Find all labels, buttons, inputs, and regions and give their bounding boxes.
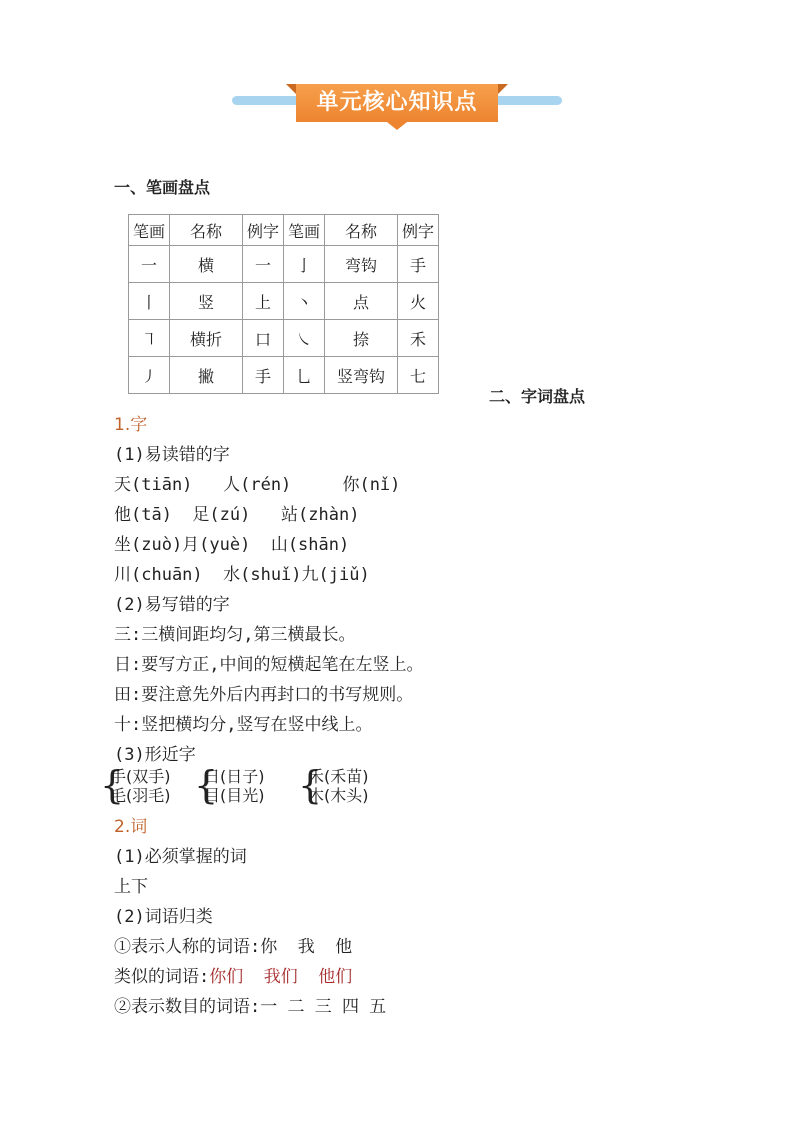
similar-pair-bottom: 毛(羽毛) [110,786,171,805]
subheading-chars: 1.字 [114,415,148,435]
similar-pair-top: 手(双手) [110,767,171,786]
table-cell: 横 [170,246,243,283]
table-cell: 乚 [284,357,325,394]
table-cell: 弯钩 [325,246,398,283]
table-cell: 一 [129,246,170,283]
subheading-easy-write: (2)易写错的字 [114,595,230,615]
subheading-words: 2.词 [114,817,148,837]
table-cell: 手 [243,357,284,394]
table-header-row [129,215,439,246]
pinyin-line: 川(chuān) 水(shuǐ)九(jiǔ) [114,565,370,585]
subheading-easy-read: (1)易读错的字 [114,445,230,465]
brace-icon: { [298,763,323,807]
table-cell: 亅 [284,246,325,283]
similar-pair-top: 日(日子) [204,767,265,786]
similar-pair-top: 禾(禾苗) [308,767,369,786]
table-row [129,283,439,320]
writing-tip: 日:要写方正,中间的短横起笔在左竖上。 [114,655,424,675]
similar-pair-bottom: 目(目光) [204,786,265,805]
table-row [129,246,439,283]
stroke-table [128,214,439,394]
person-words-line: ①表示人称的词语:你 我 他 [114,937,353,957]
table-header-cell: 笔画 [129,215,170,246]
table-cell: 竖弯钩 [325,357,398,394]
table-cell: 丶 [284,283,325,320]
table-cell: 口 [243,320,284,357]
table-cell: 横折 [170,320,243,357]
pinyin-line: 坐(zuò)月(yuè) 山(shān) [114,535,350,555]
subheading-classify: (2)词语归类 [114,907,213,927]
writing-tip: 十:竖把横均分,竖写在竖中线上。 [114,715,373,735]
section-title-words: 二、字词盘点 [489,387,586,406]
table-cell: 丨 [129,283,170,320]
table-cell: 手 [398,246,439,283]
table-cell: 撇 [170,357,243,394]
brace-icon: { [100,763,125,807]
table-cell: ㇕ [129,320,170,357]
must-know-words: 上下 [114,877,148,897]
table-header-cell: 例字 [243,215,284,246]
similar-words-values: 你们 我们 他们 [209,967,353,987]
page-title: 单元核心知识点 [296,84,498,122]
brace-icon: { [194,763,219,807]
header-pointer [387,122,407,130]
similar-pair-bottom: 木(木头) [308,786,369,805]
table-cell: 竖 [170,283,243,320]
pinyin-line: 他(tā) 足(zú) 站(zhàn) [114,505,360,525]
table-cell: 捺 [325,320,398,357]
table-row [129,357,439,394]
table-header-cell: 笔画 [284,215,325,246]
table-cell: 上 [243,283,284,320]
table-cell: 七 [398,357,439,394]
table-cell: 一 [243,246,284,283]
table-header-cell: 名称 [325,215,398,246]
similar-words-label: 类似的词语: [114,967,210,987]
subheading-must-know: (1)必须掌握的词 [114,847,247,867]
table-header-cell: 例字 [398,215,439,246]
table-cell: 火 [398,283,439,320]
table-cell: ㇓ [129,357,170,394]
table-cell: ㇏ [284,320,325,357]
number-words-line: ②表示数目的词语:一 二 三 四 五 [114,997,387,1017]
table-cell: 点 [325,283,398,320]
subheading-similar: (3)形近字 [114,745,196,765]
section-title-strokes: 一、笔画盘点 [114,178,211,197]
writing-tip: 三:三横间距均匀,第三横最长。 [114,625,356,645]
pinyin-line: 天(tiān) 人(rén) 你(nǐ) [114,475,401,495]
table-row [129,320,439,357]
table-cell: 禾 [398,320,439,357]
writing-tip: 田:要注意先外后内再封口的书写规则。 [114,685,414,705]
table-header-cell: 名称 [170,215,243,246]
similar-words-line [114,966,352,988]
